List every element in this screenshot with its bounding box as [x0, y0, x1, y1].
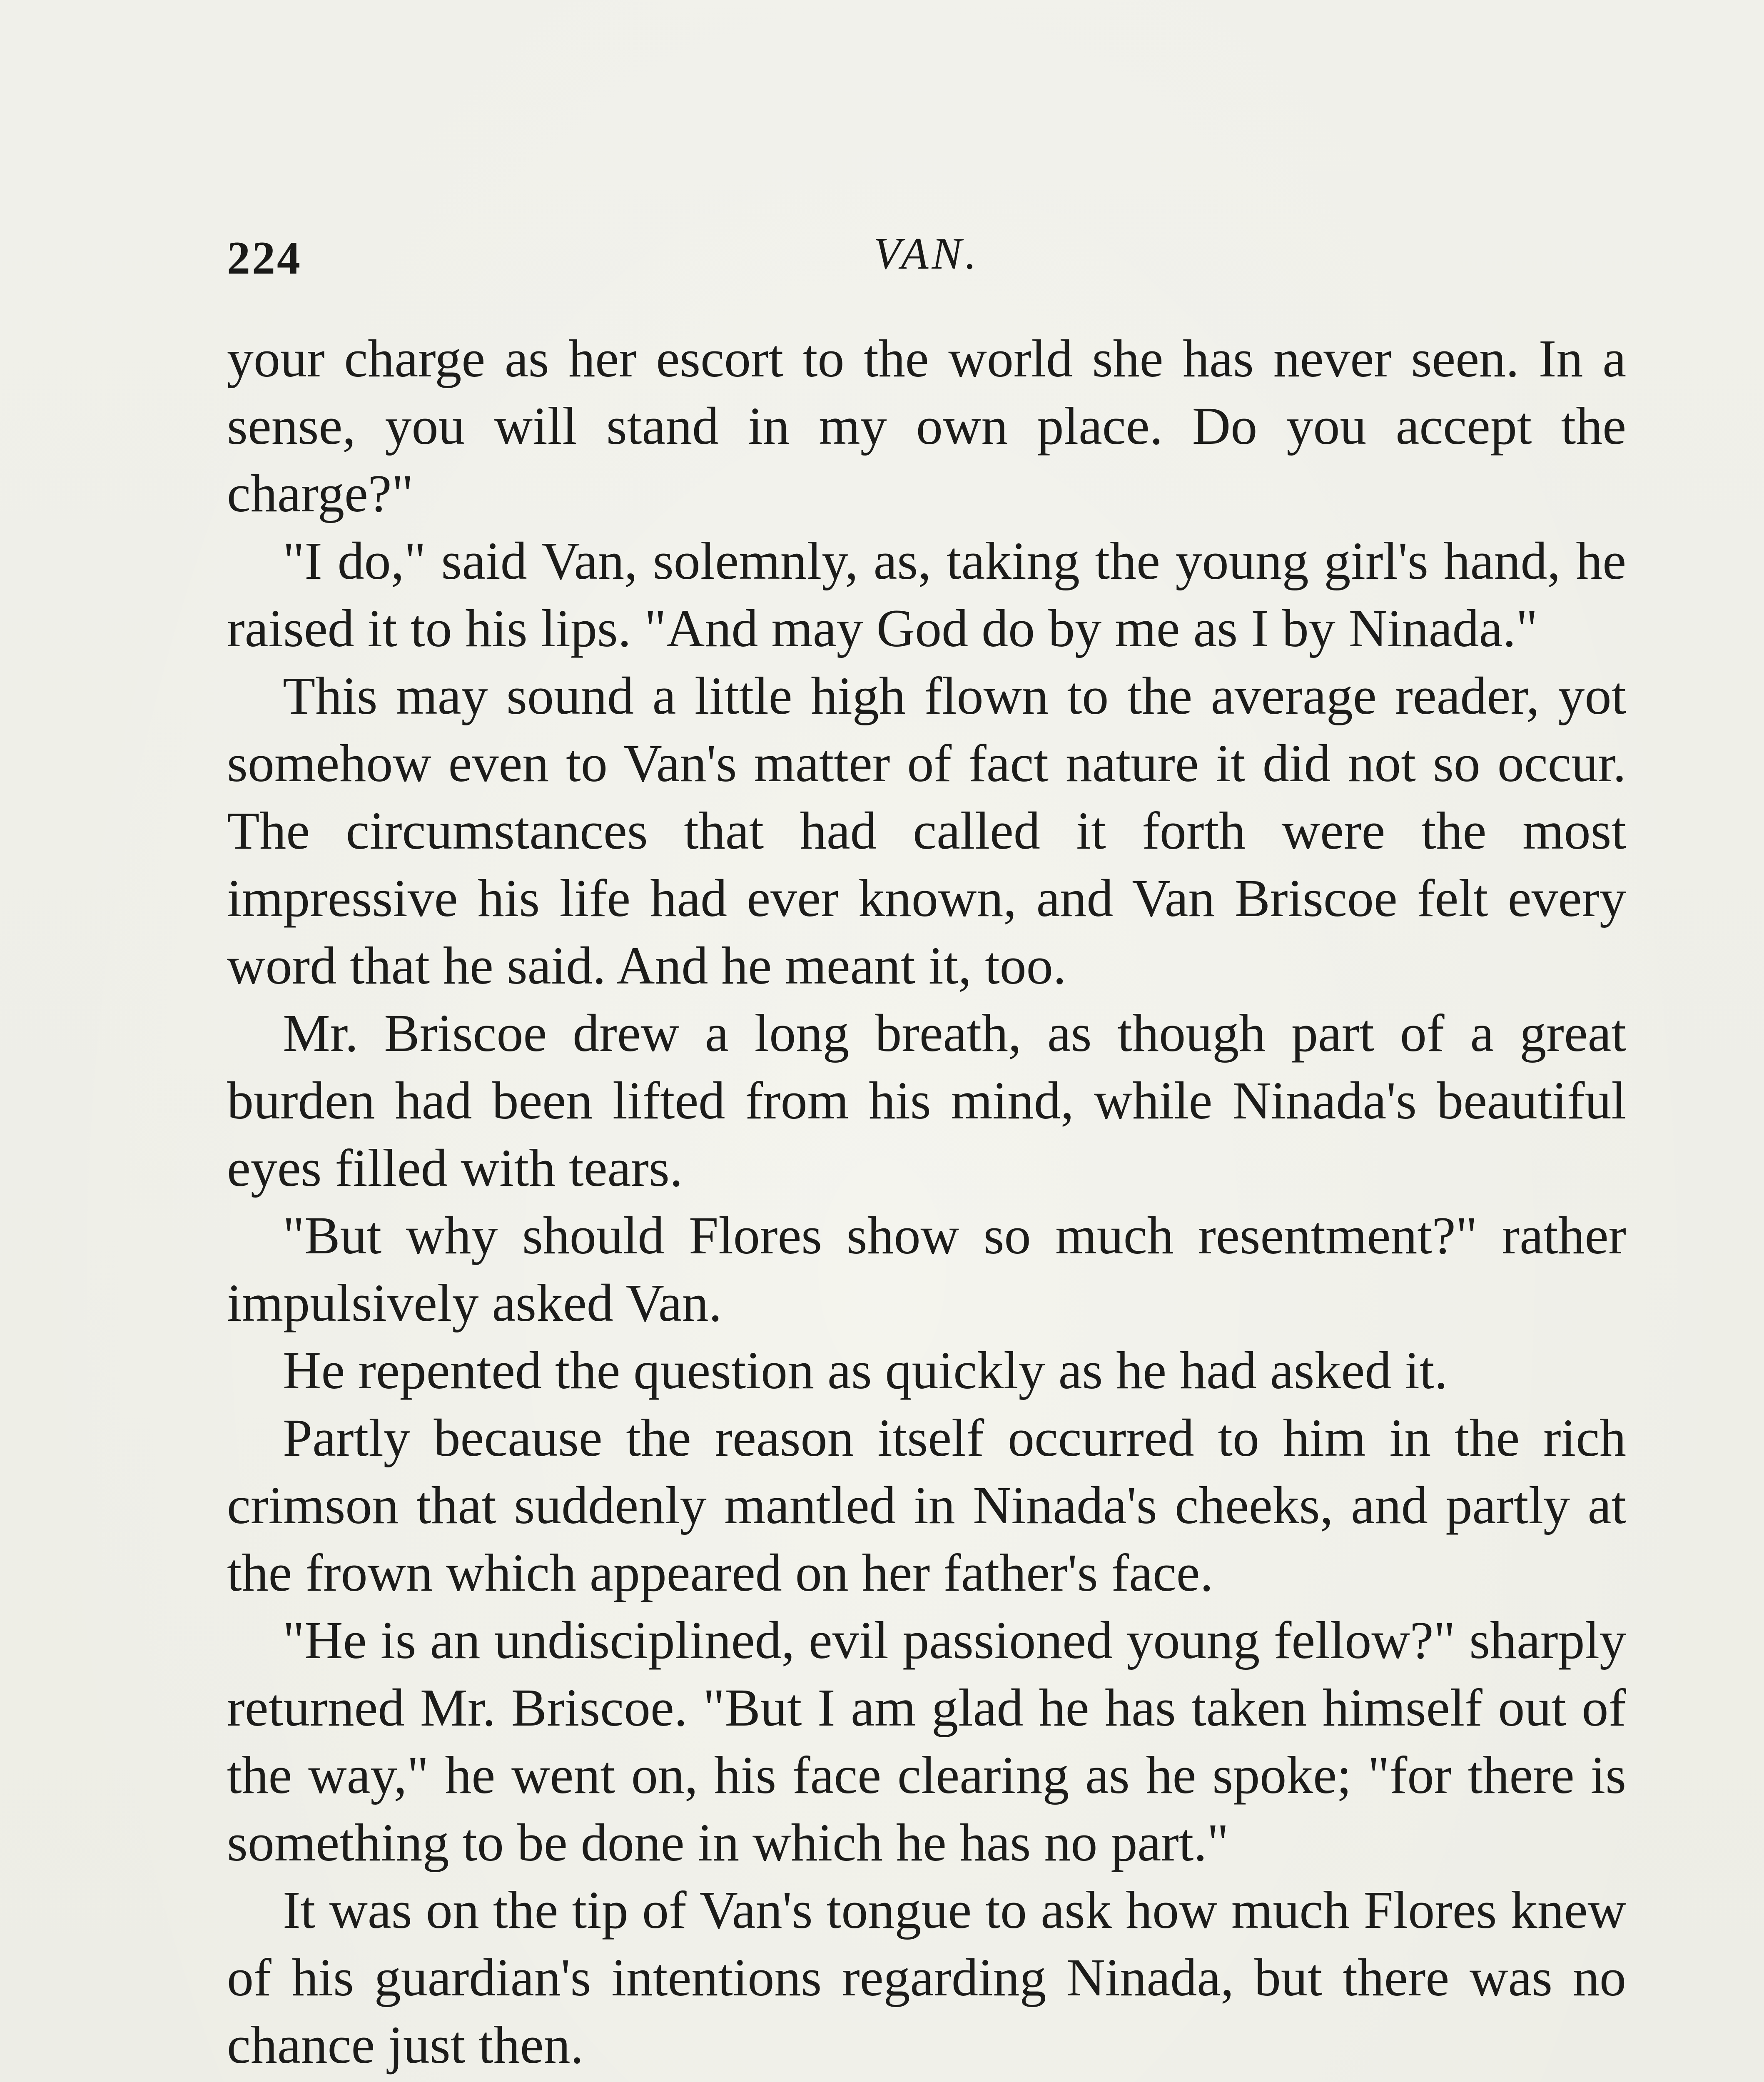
- page-header: [227, 227, 1626, 294]
- paragraph: This may sound a little high flown to the average reader, yot somehow even to Van's matter of fact nature it did not so occur. The circumstances that had called it forth were the most impressive his life had ever known, and Van Briscoe felt every word that he said. And he meant it, too.: [227, 666, 1626, 995]
- paragraph: He repented the question as quickly as he had asked it.: [283, 1341, 1448, 1400]
- paragraph: [227, 2079, 1626, 2082]
- paragraph: Mr. Briscoe drew a long breath, as though part of a great burden had been lifted from his mind, while Ninada's beautiful eyes filled with tears.: [227, 1004, 1626, 1198]
- page-number: 224: [227, 232, 302, 284]
- body-text: [227, 325, 1626, 2082]
- paragraph: "I do," said Van, solemnly, as, taking the young girl's hand, he raised it to his lips. "And may God do by me as I by Ninada.": [227, 531, 1626, 658]
- paragraph: your charge as her escort to the world she has never seen. In a sense, you will stand in my own place. Do you accept the charge?": [227, 329, 1626, 523]
- paragraph: "He is an undisciplined, evil passioned young fellow?" sharply returned Mr. Briscoe. "But I am glad he has taken himself out of the way," he went on, his face clearing as he spoke; "for there is something to be done in which he has no part.": [227, 1611, 1626, 1872]
- paragraph: Partly because the reason itself occurred to him in the rich crimson that suddenly mantled in Ninada's cheeks, and partly at the frown which appeared on her father's face.: [227, 1408, 1626, 1602]
- paragraph: "But why should Flores show so much resentment?" rather impulsively asked Van.: [227, 1206, 1626, 1332]
- paragraph: It was on the tip of Van's tongue to ask how much Flores knew of his guardian's intentions regarding Ninada, but there was no chance just then.: [227, 1880, 1626, 2075]
- running-head: VAN.: [873, 229, 980, 279]
